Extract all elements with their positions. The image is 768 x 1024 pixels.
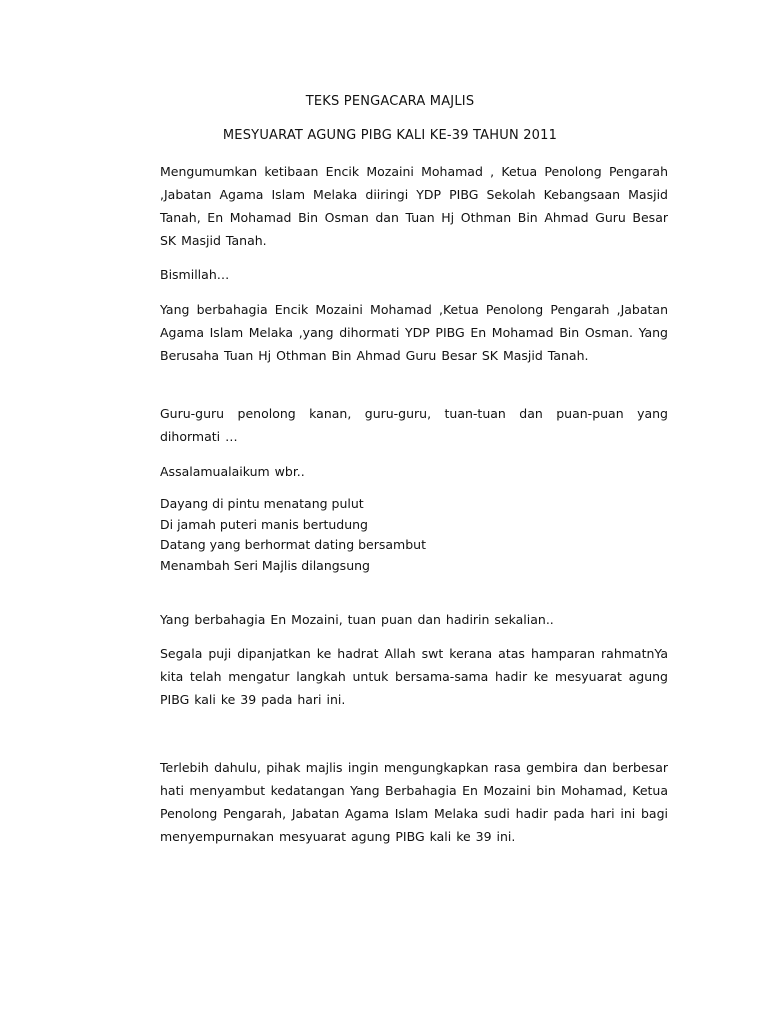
paragraph-praise: Segala puji dipanjatkan ke hadrat Allah swt kerana atas hamparan rahmatnYa kita telah mengatur langkah untuk bersama-sama hadir ke mesyuarat agung PIBG kali ke 39 pada hari ini. bbox=[160, 646, 668, 707]
document-title: TEKS PENGACARA MAJLIS bbox=[305, 94, 475, 109]
verse-line: Dayang di pintu menatang pulut bbox=[160, 496, 364, 511]
paragraph-welcome: Terlebih dahulu, pihak majlis ingin mengungkapkan rasa gembira dan berbesar hati menyambut kedatangan Yang Berbahagia En Mozaini bin Mohamad, Ketua Penolong Pengarah, Jabatan Agama Islam Melaka sudi hadir pada hari ini bagi menyempurnakan mesyuarat agung PIBG kali ke 39 ini. bbox=[160, 760, 668, 844]
document-subtitle: MESYUARAT AGUNG PIBG KALI KE-39 TAHUN 2011 bbox=[222, 128, 558, 143]
paragraph-salam: Assalamualaikum wbr.. bbox=[160, 464, 305, 479]
paragraph-greeting-teachers: Guru-guru penolong kanan, guru-guru, tuan-tuan dan puan-puan yang dihormati … bbox=[160, 406, 668, 444]
paragraph-address-audience: Yang berbahagia En Mozaini, tuan puan dan hadirin sekalian.. bbox=[160, 612, 554, 627]
paragraph-arrival-announcement: Mengumumkan ketibaan Encik Mozaini Mohamad , Ketua Penolong Pengarah ,Jabatan Agama Islam Melaka diiringi YDP PIBG Sekolah Kebangsaan Masjid Tanah, En Mohamad Bin Osman dan Tuan Hj Othman Bin Ahmad Guru Besar SK Masjid Tanah. bbox=[160, 164, 668, 248]
verse-line: Datang yang berhormat dating bersambut bbox=[160, 537, 426, 552]
paragraph-bismillah: Bismillah… bbox=[160, 267, 230, 282]
verse-line: Menambah Seri Majlis dilangsung bbox=[160, 557, 370, 573]
verse-line: Di jamah puteri manis bertudung bbox=[160, 516, 368, 532]
paragraph-greeting-guests: Yang berbahagia Encik Mozaini Mohamad ,Ketua Penolong Pengarah ,Jabatan Agama Islam Melaka ,yang dihormati YDP PIBG En Mohamad Bin Osman. Yang Berusaha Tuan Hj Othman Bin Ahmad Guru Besar SK Masjid Tanah. bbox=[160, 302, 668, 363]
pantun-verse bbox=[160, 494, 668, 576]
